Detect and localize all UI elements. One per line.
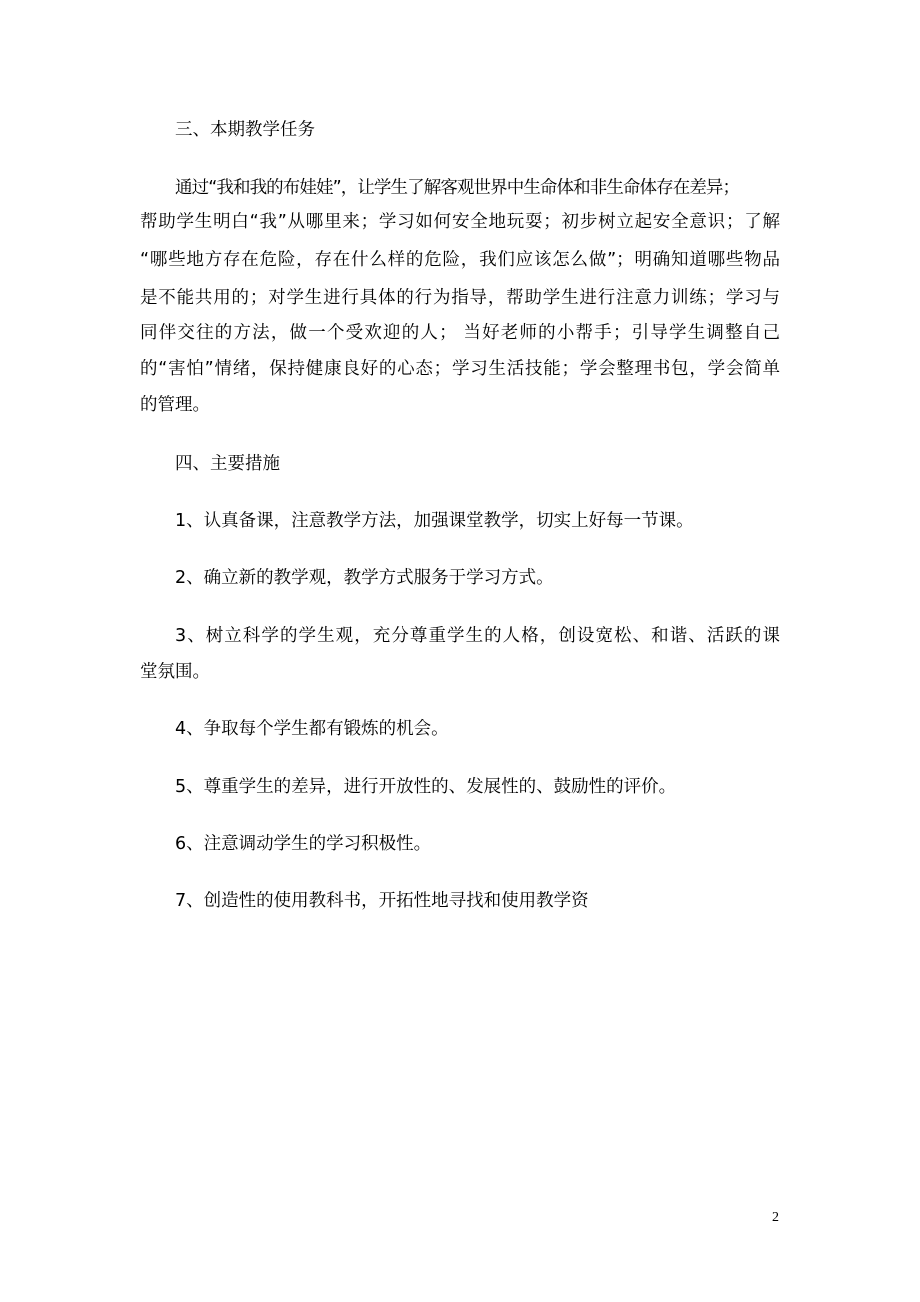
measure-item-2: 2、确立新的教学观，教学方式服务于学习方式。 — [175, 568, 554, 588]
page-number: 2 — [772, 1210, 779, 1225]
section-four-heading: 四、主要措施 — [175, 454, 280, 474]
measure-item-4: 4、争取每个学生都有锻炼的机会。 — [175, 719, 449, 739]
section-three-heading: 三、本期教学任务 — [175, 120, 315, 140]
paragraph-line-7: 的管理。 — [140, 395, 210, 415]
measure-item-3-continued: 堂氛围。 — [140, 662, 210, 682]
paragraph-line-4: 是不能共用的；对学生进行具体的行为指导，帮助学生进行注意力训练；学习与 — [140, 288, 780, 308]
measure-item-1: 1、认真备课，注意教学方法，加强课堂教学，切实上好每一节课。 — [175, 511, 694, 531]
paragraph-line-2: 帮助学生明白“我”从哪里来；学习如何安全地玩耍；初步树立起安全意识；了解 — [140, 212, 780, 232]
measure-item-5: 5、尊重学生的差异，进行开放性的、发展性的、鼓励性的评价。 — [175, 777, 677, 797]
paragraph-line-5: 同伴交往的方法，做一个受欢迎的人； 当好老师的小帮手；引导学生调整自己 — [140, 323, 780, 343]
paragraph-line-6: 的“害怕”情绪，保持健康良好的心态；学习生活技能；学会整理书包，学会简单 — [140, 359, 780, 379]
paragraph-line-1: 通过“我和我的布娃娃”，让学生了解客观世界中生命体和非生命体存在差异； — [175, 178, 740, 198]
measure-item-6: 6、注意调动学生的学习积极性。 — [175, 834, 432, 854]
measure-item-3: 3、树立科学的学生观，充分尊重学生的人格，创设宽松、和谐、活跃的课 — [175, 626, 780, 646]
measure-item-7: 7、创造性的使用教科书，开拓性地寻找和使用教学资 — [175, 891, 589, 911]
paragraph-line-3: “哪些地方存在危险，存在什么样的危险，我们应该怎么做”；明确知道哪些物品 — [140, 250, 780, 270]
